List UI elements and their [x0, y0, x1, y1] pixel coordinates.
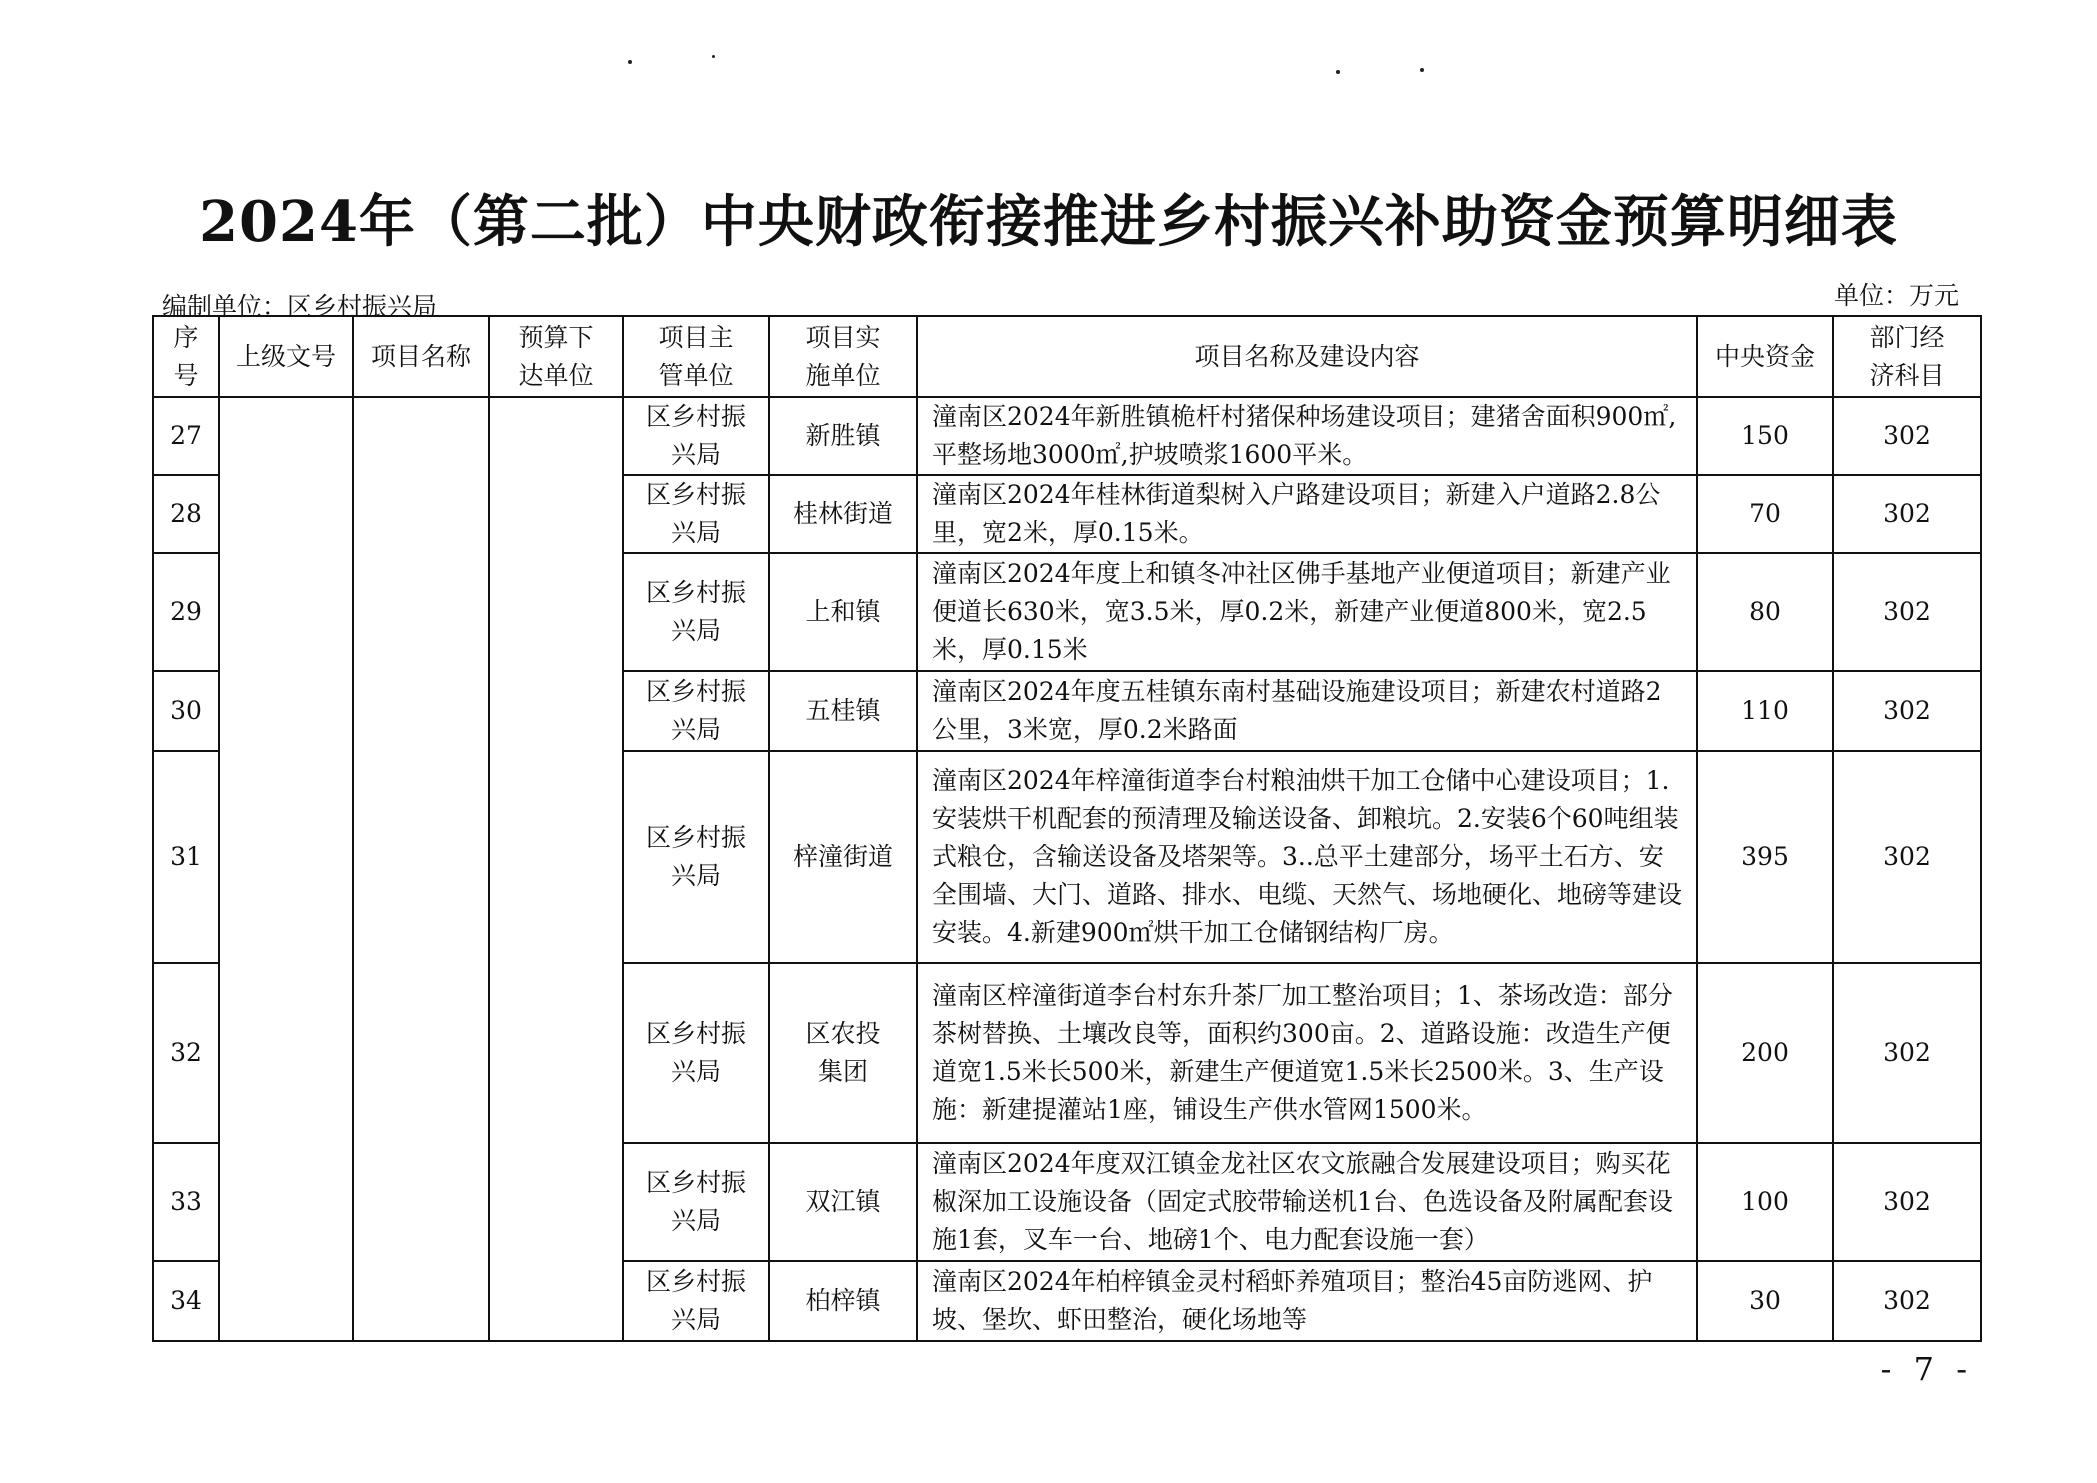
- doc-no-cell: [219, 397, 353, 1341]
- supervisor-cell: 区乡村振兴局: [623, 1261, 769, 1341]
- supervisor-cell: 区乡村振兴局: [623, 963, 769, 1143]
- content-cell: 潼南区梓潼街道李台村东升茶厂加工整治项目；1、茶场改造：部分茶树替换、土壤改良等，面积约300亩。2、道路设施：改造生产便道宽1.5米长500米，新建生产便道宽1.5米长2500米。3、生产设施：新建提灌站1座，铺设生产供水管网1500米。: [917, 963, 1697, 1143]
- code-cell: 302: [1833, 475, 1981, 553]
- header-budget-unit: 预算下达单位: [489, 316, 623, 397]
- implementer-cell: 梓潼街道: [769, 751, 917, 963]
- code-cell: 302: [1833, 751, 1981, 963]
- code-cell: 302: [1833, 963, 1981, 1143]
- implementer-cell: 桂林街道: [769, 475, 917, 553]
- fund-cell: 70: [1697, 475, 1833, 553]
- implementer-cell: 双江镇: [769, 1143, 917, 1261]
- fund-cell: 200: [1697, 963, 1833, 1143]
- seq-cell: 32: [153, 963, 219, 1143]
- header-doc-no: 上级文号: [219, 316, 353, 397]
- header-supervisor: 项目主管单位: [623, 316, 769, 397]
- fund-cell: 150: [1697, 397, 1833, 475]
- fund-cell: 100: [1697, 1143, 1833, 1261]
- header-project-name: 项目名称: [353, 316, 489, 397]
- seq-cell: 29: [153, 553, 219, 671]
- scan-speck: [1336, 70, 1340, 74]
- implementer-cell: 五桂镇: [769, 671, 917, 751]
- fund-cell: 80: [1697, 553, 1833, 671]
- seq-cell: 33: [153, 1143, 219, 1261]
- code-cell: 302: [1833, 397, 1981, 475]
- header-content: 项目名称及建设内容: [917, 316, 1697, 397]
- seq-cell: 34: [153, 1261, 219, 1341]
- seq-cell: 27: [153, 397, 219, 475]
- content-cell: 潼南区2024年度五桂镇东南村基础设施建设项目；新建农村道路2公里，3米宽，厚0.2米路面: [917, 671, 1697, 751]
- content-cell: 潼南区2024年新胜镇桅杆村猪保种场建设项目；建猪舍面积900㎡,平整场地3000㎡,护坡喷浆1600平米。: [917, 397, 1697, 475]
- supervisor-cell: 区乡村振兴局: [623, 553, 769, 671]
- content-cell: 潼南区2024年柏梓镇金灵村稻虾养殖项目；整治45亩防逃网、护坡、堡坎、虾田整治，硬化场地等: [917, 1261, 1697, 1341]
- supervisor-cell: 区乡村振兴局: [623, 751, 769, 963]
- supervisor-cell: 区乡村振兴局: [623, 475, 769, 553]
- scan-speck: [628, 60, 632, 64]
- implementer-cell: 区农投集团: [769, 963, 917, 1143]
- supervisor-cell: 区乡村振兴局: [623, 1143, 769, 1261]
- code-cell: 302: [1833, 1143, 1981, 1261]
- implementer-cell: 新胜镇: [769, 397, 917, 475]
- implementer-cell: 上和镇: [769, 553, 917, 671]
- code-cell: 302: [1833, 671, 1981, 751]
- code-cell: 302: [1833, 553, 1981, 671]
- header-econ-code: 部门经济科目: [1833, 316, 1981, 397]
- budget-unit-cell: [489, 397, 623, 1341]
- seq-cell: 31: [153, 751, 219, 963]
- unit-label: 单位：万元: [1833, 281, 1959, 310]
- project-name-cell: [353, 397, 489, 1341]
- supervisor-cell: 区乡村振兴局: [623, 671, 769, 751]
- table-row: [153, 397, 1981, 475]
- content-cell: 潼南区2024年度双江镇金龙社区农文旅融合发展建设项目；购买花椒深加工设施设备（固定式胶带输送机1台、色选设备及附属配套设施1套，叉车一台、地磅1个、电力配套设施一套）: [917, 1143, 1697, 1261]
- page-title: 2024年（第二批）中央财政衔接推进乡村振兴补助资金预算明细表: [199, 189, 1898, 255]
- implementer-cell: 柏梓镇: [769, 1261, 917, 1341]
- content-cell: 潼南区2024年梓潼街道李台村粮油烘干加工仓储中心建设项目；1.安装烘干机配套的预清理及输送设备、卸粮坑。2.安装6个60吨组装式粮仓，含输送设备及塔架等。3..总平土建部分，场平土石方、安全围墙、大门、道路、排水、电缆、天然气、场地硬化、地磅等建设安装。4.新建900㎡烘干加工仓储钢结构厂房。: [917, 751, 1697, 963]
- budget-table: [152, 315, 1982, 1342]
- content-cell: 潼南区2024年桂林街道梨树入户路建设项目；新建入户道路2.8公里，宽2米，厚0.15米。: [917, 475, 1697, 553]
- compiler-label: 编制单位：区乡村振兴局: [162, 292, 438, 321]
- fund-cell: 395: [1697, 751, 1833, 963]
- header-central-fund: 中央资金: [1697, 316, 1833, 397]
- content-cell: 潼南区2024年度上和镇冬冲社区佛手基地产业便道项目；新建产业便道长630米，宽3.5米，厚0.2米，新建产业便道800米，宽2.5米，厚0.15米: [917, 553, 1697, 671]
- header-implementer: 项目实施单位: [769, 316, 917, 397]
- fund-cell: 110: [1697, 671, 1833, 751]
- code-cell: 302: [1833, 1261, 1981, 1341]
- seq-cell: 30: [153, 671, 219, 751]
- seq-cell: 28: [153, 475, 219, 553]
- supervisor-cell: 区乡村振兴局: [623, 397, 769, 475]
- fund-cell: 30: [1697, 1261, 1833, 1341]
- page-number: - 7 -: [1880, 1350, 1973, 1388]
- scan-speck: [1420, 68, 1424, 72]
- scan-speck: [712, 55, 715, 58]
- header-seq: 序号: [153, 316, 219, 397]
- header-row: [153, 316, 1981, 397]
